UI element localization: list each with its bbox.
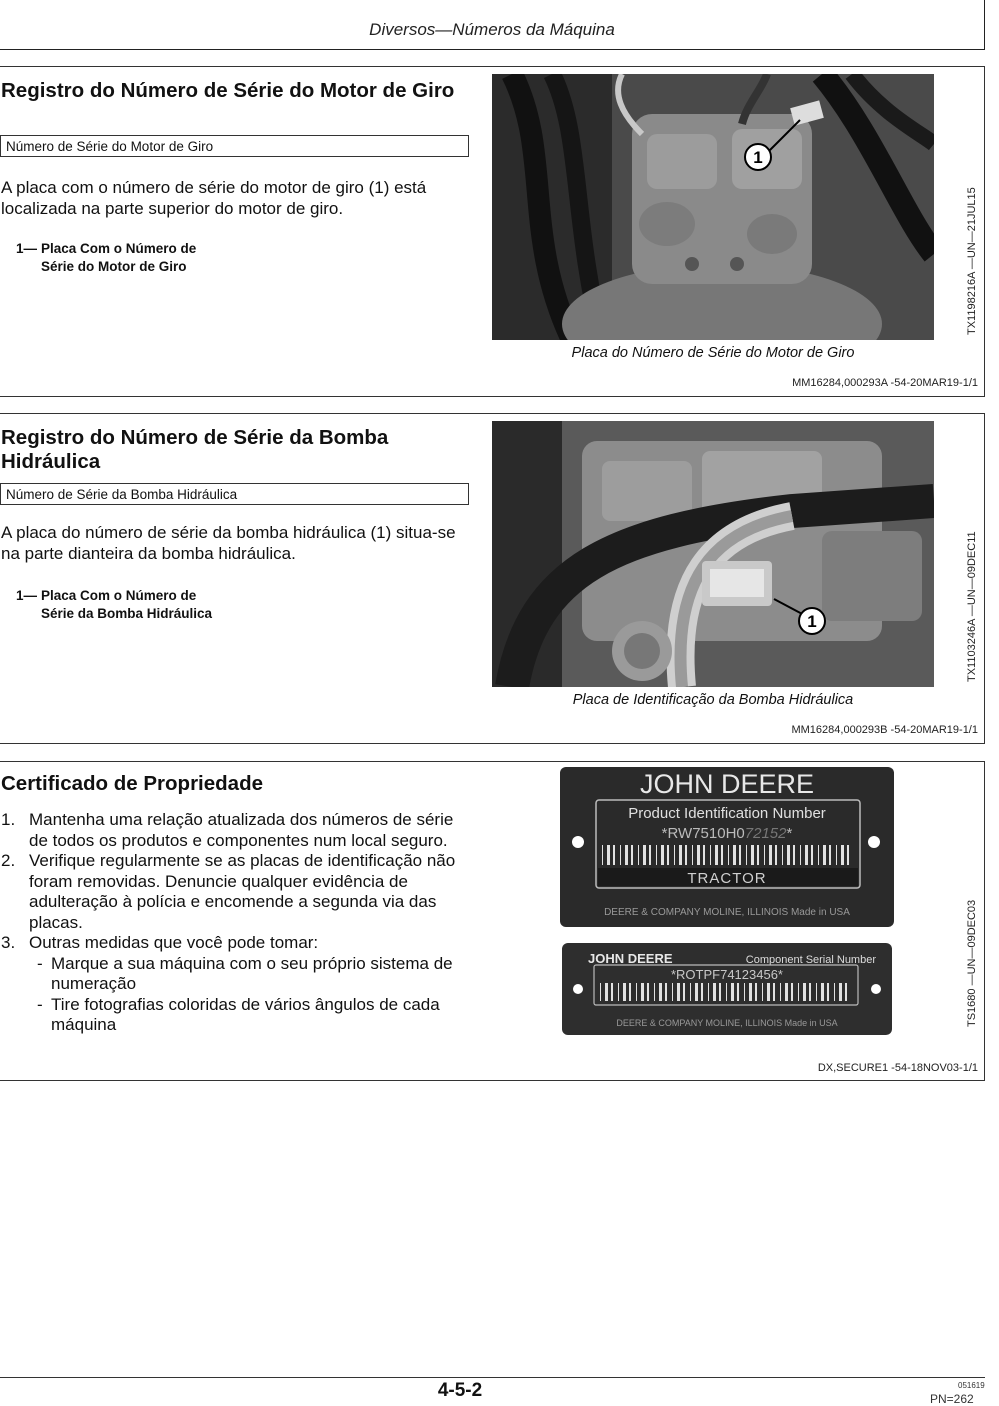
figure-code: TS1680 —UN—09DEC03 [966,899,978,1027]
section-ownership-certificate [0,761,985,1081]
list-item: 2. Verifique regularmente se as placas de identificação não foram removidas. Denuncie qualquer evidência de adulteração à polícia e encomende a segunda via das placas. [1,851,456,932]
page-number: 4-5-2 [437,1380,483,1401]
figure-caption: Placa de Identificação da Bomba Hidráulica [572,692,854,708]
swing-motor-photo [492,74,934,340]
section-body-text: A placa do número de série da bomba hidráulica (1) situa-se na parte dianteira da bomba hidráulica. [1,523,456,563]
plate-label: Product Identification Number [628,805,826,822]
legend-line-2: Série da Bomba Hidráulica [41,606,213,621]
reference-code: DX,SECURE1 -54-18NOV03-1/1 [817,1062,978,1074]
photo-callout: 1 [753,148,763,167]
plate-number: *RW7510H072152* [661,825,793,842]
hydraulic-pump-photo [492,421,934,687]
section-title: Registro do Número de Série do Motor de Giro [1,79,455,102]
figure-code: TX1103246A —UN—09DEC11 [966,531,978,682]
page-header-title: Diversos—Números da Máquina [369,20,615,39]
plate-maker: DEERE & COMPANY MOLINE, ILLINOIS Made in USA [616,1018,838,1028]
plate-type: TRACTOR [687,870,767,887]
reference-code: MM16284,000293A -54-20MAR19-1/1 [792,377,978,389]
list-item: - Marque a sua máquina com o seu próprio sistema de numeração [37,953,453,993]
footer-date-code: 051619 [958,1381,985,1390]
list-item: - Tire fotografias coloridas de vários ângulos de cada máquina [37,994,440,1034]
reference-code: MM16284,000293B -54-20MAR19-1/1 [791,724,978,736]
figure-legend [16,587,316,623]
steps-list [1,810,476,1036]
figure-code: TX1198216A —UN—21JUL15 [966,187,978,335]
photo-callout: 1 [807,612,817,631]
list-item: 3. Outras medidas que você pode tomar: - Marque a sua máquina com o seu próprio sistema de numeração - Tire fotografias coloridas de vários ângulos de cada máquina [1,933,476,1036]
legend-line-2: Série do Motor de Giro [41,259,187,274]
identification-plates-image [560,767,896,1035]
figure-caption: Placa do Número de Série do Motor de Giro [571,345,855,361]
section-hydraulic-pump [0,413,985,744]
legend-number: 1— [16,588,38,603]
legend-line-1: Placa Com o Número de [41,241,197,256]
substeps-list [29,954,476,1036]
figure-legend [16,240,316,276]
section-title: Registro do Número de Série da Bomba Hidráulica [1,426,389,473]
list-item: 1. Mantenha uma relação atualizada dos números de série de todos os produtos e componentes num local seguro. [1,810,454,850]
plate-maker: DEERE & COMPANY MOLINE, ILLINOIS Made in USA [604,907,850,918]
plate-brand: JOHN DEERE [639,769,815,799]
section-subtitle-box: Número de Série da Bomba Hidráulica [0,483,469,505]
page-header [0,0,985,50]
plate-label: Component Serial Number [745,954,876,966]
section-swing-motor [0,66,985,397]
legend-line-1: Placa Com o Número de [41,588,197,603]
legend-number: 1— [16,241,38,256]
footer-pn: PN=262 [930,1392,974,1406]
plate-number: *ROTPF74123456* [670,967,784,982]
section-body-text: A placa com o número de série do motor de giro (1) está localizada na parte superior do motor de giro. [1,178,427,218]
section-subtitle-box: Número de Série do Motor de Giro [0,135,469,157]
section-title: Certificado de Propriedade [1,772,264,795]
footer-divider [0,1377,985,1378]
plate-brand: JOHN DEERE [588,951,673,966]
